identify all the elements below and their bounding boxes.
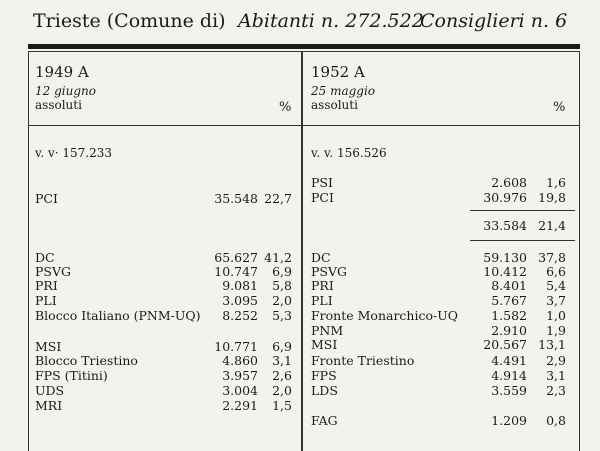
vote-count: 2.608 [491,175,527,190]
party-name: PLI [311,293,333,308]
table-row [311,191,573,205]
table-row [35,340,297,354]
left-absolute-label: assoluti [35,98,82,112]
municipality-title: Trieste (Comune di) [33,10,226,32]
subtotal-rule-top [470,210,575,211]
vote-percent: 5,8 [272,278,292,293]
header-rule-thin [28,51,580,52]
table-row [35,354,297,368]
table-row [311,338,573,352]
vote-percent: 22,7 [264,191,292,206]
vote-percent: 6,6 [546,264,566,279]
vote-count: 3.095 [222,293,258,308]
table-row [35,369,297,383]
column-divider [301,52,303,451]
vote-count: 20.567 [483,337,527,352]
party-name: DC [311,250,331,265]
left-valid-votes: v. v· 157.233 [35,146,113,160]
table-row [311,176,573,190]
party-name: PSVG [311,264,347,279]
table-row [35,384,297,398]
councillors-count: Consiglieri n. 6 [420,10,568,32]
page-header [0,0,600,44]
party-name: PLI [35,293,57,308]
table-row [311,354,573,368]
party-name: PRI [35,278,58,293]
party-name: Blocco Italiano (PNM-UQ) [35,308,201,323]
table-row [35,192,297,206]
table-row [35,309,297,323]
table-row [311,279,573,293]
vote-percent: 1,9 [546,323,566,338]
table-row [35,279,297,293]
vote-percent: 37,8 [538,250,566,265]
party-name: PRI [311,278,334,293]
party-name: MRI [35,398,63,413]
table-row [311,324,573,338]
right-year: 1952 A [311,63,365,81]
right-absolute-label: assoluti [311,98,358,112]
party-name: FPS (Titini) [35,368,108,383]
vote-count: 33.584 [483,218,527,233]
table-row [311,414,573,428]
table-row [311,294,573,308]
vote-count: 1.582 [491,308,527,323]
vote-count: 30.976 [483,190,527,205]
vote-count: 10.771 [214,339,258,354]
table-border-right [579,52,580,451]
table-row [35,251,297,265]
vote-percent: 6,9 [272,339,292,354]
inhabitants-count: Abitanti n. 272.522 [238,10,424,32]
vote-count: 2.291 [222,398,258,413]
party-name: PSVG [35,264,71,279]
party-name: DC [35,250,55,265]
vote-count: 3.004 [222,383,258,398]
vote-count: 1.209 [491,413,527,428]
vote-percent: 2,9 [546,353,566,368]
vote-count: 65.627 [214,250,258,265]
party-name: FPS [311,368,337,383]
party-name: PCI [35,191,58,206]
party-name: PSI [311,175,333,190]
party-name: LDS [311,383,338,398]
vote-count: 3.559 [491,383,527,398]
vote-percent: 19,8 [538,190,566,205]
left-year: 1949 A [35,63,89,81]
vote-count: 8.401 [491,278,527,293]
party-name: MSI [311,337,338,352]
table-row [311,369,573,383]
vote-percent: 1,0 [546,308,566,323]
party-name: UDS [35,383,65,398]
party-name: FAG [311,413,338,428]
right-valid-votes: v. v. 156.526 [311,146,387,160]
vote-percent: 3,7 [546,293,566,308]
vote-percent: 2,3 [546,383,566,398]
vote-count: 10.412 [483,264,527,279]
vote-percent: 1,5 [272,398,292,413]
vote-percent: 6,9 [272,264,292,279]
party-name: PNM [311,323,344,338]
header-rule-thick [28,44,580,49]
party-name: Blocco Triestino [35,353,138,368]
vote-count: 4.491 [491,353,527,368]
vote-percent: 0,8 [546,413,566,428]
vote-percent: 21,4 [538,218,566,233]
vote-percent: 41,2 [264,250,292,265]
party-name: Fronte Monarchico-UQ [311,308,459,323]
vote-count: 2.910 [491,323,527,338]
vote-count: 4.860 [222,353,258,368]
vote-percent: 1,6 [546,175,566,190]
party-name: PCI [311,190,334,205]
vote-count: 35.548 [214,191,258,206]
vote-count: 3.957 [222,368,258,383]
vote-count: 9.081 [222,278,258,293]
vote-percent: 3,1 [546,368,566,383]
table-row [35,399,297,413]
vote-percent: 3,1 [272,353,292,368]
table-row [311,384,573,398]
right-percent-label: % [553,100,566,115]
table-row [311,219,573,233]
table-border-left [28,52,29,451]
left-percent-label: % [279,100,292,115]
left-date: 12 giugno [35,84,96,98]
vote-percent: 5,4 [546,278,566,293]
table-row [311,309,573,323]
party-name: Fronte Triestino [311,353,415,368]
vote-percent: 2,0 [272,383,292,398]
table-row [311,265,573,279]
table-row [35,265,297,279]
vote-count: 4.914 [491,368,527,383]
subtotal-rule-bottom [470,240,575,241]
table-row [311,251,573,265]
vote-count: 59.130 [483,250,527,265]
vote-count: 10.747 [214,264,258,279]
vote-count: 8.252 [222,308,258,323]
table-row [35,294,297,308]
vote-percent: 2,0 [272,293,292,308]
vote-percent: 13,1 [538,337,566,352]
party-name: MSI [35,339,62,354]
right-date: 25 maggio [311,84,376,98]
vote-percent: 5,3 [272,308,292,323]
header-divider-rule [28,125,580,126]
vote-percent: 2,6 [272,368,292,383]
vote-count: 5.767 [491,293,527,308]
